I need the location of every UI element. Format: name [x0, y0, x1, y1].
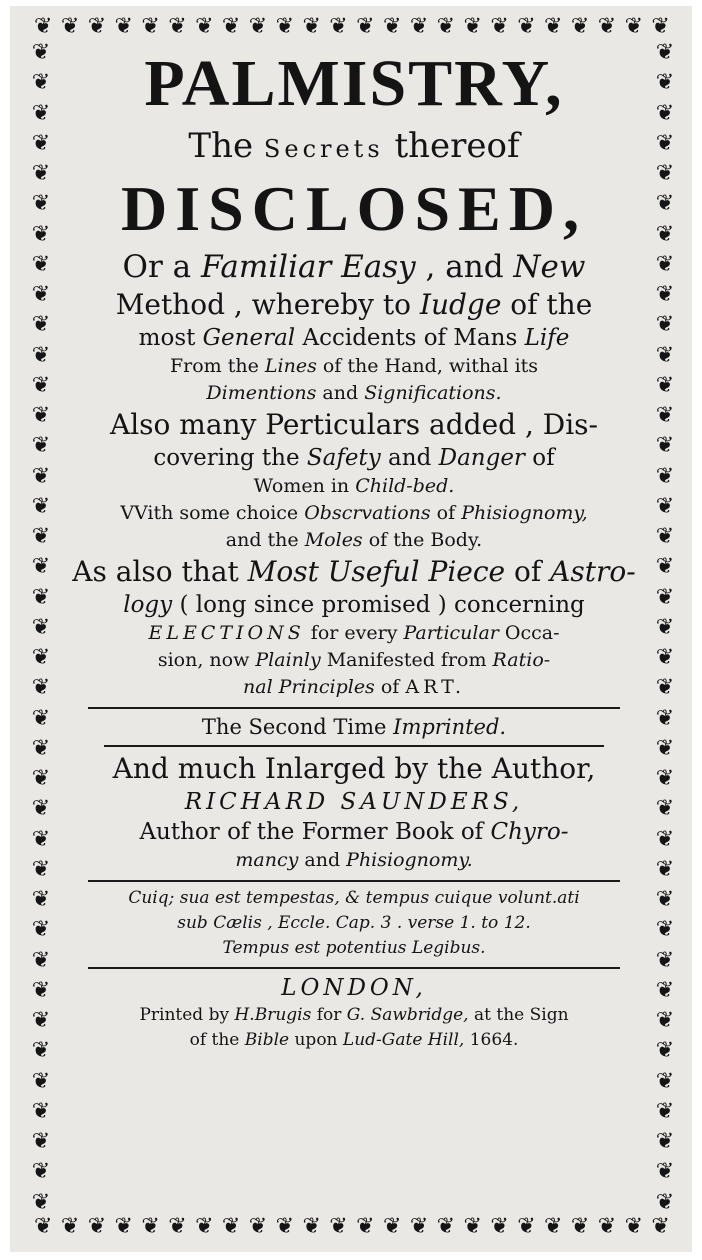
fleuron-icon: ❦	[655, 463, 675, 489]
fleuron-icon: ❦	[655, 1159, 675, 1185]
fleuron-icon: ❦	[655, 251, 675, 277]
fleuron-icon: ❦	[329, 1214, 348, 1239]
fleuron-icon: ❦	[655, 554, 675, 580]
enlarged-statement: And much Inlarged by the Author,	[112, 752, 596, 785]
fleuron-icon: ❦	[31, 191, 51, 217]
fleuron-icon: ❦	[655, 826, 675, 852]
fleuron-icon: ❦	[141, 14, 160, 39]
author-credit-line: mancy and Phisiognomy.	[235, 849, 473, 871]
fleuron-icon: ❦	[31, 1129, 51, 1154]
fleuron-icon: ❦	[31, 614, 51, 640]
fleuron-icon: ❦	[31, 887, 51, 912]
rule-divider	[104, 745, 604, 747]
description-line: sion, now Plainly Manifested from Ratio-	[157, 649, 551, 671]
rule-divider	[88, 880, 620, 882]
fleuron-icon: ❦	[436, 1214, 456, 1239]
fleuron-icon: ❦	[329, 14, 348, 39]
fleuron-icon: ❦	[248, 14, 268, 39]
author-credit-line: Author of the Former Book of Chyro-	[139, 819, 569, 845]
fleuron-icon: ❦	[31, 161, 51, 186]
rule-divider	[88, 967, 620, 969]
description-line: and the Moles of the Body.	[225, 529, 483, 551]
fleuron-icon: ❦	[31, 130, 51, 156]
fleuron-icon: ❦	[31, 977, 51, 1003]
fleuron-icon: ❦	[31, 1038, 51, 1064]
fleuron-icon: ❦	[655, 40, 675, 65]
imprint-city: LONDON,	[281, 975, 427, 1001]
fleuron-icon: ❦	[655, 856, 675, 882]
fleuron-icon: ❦	[655, 433, 675, 459]
description-line: From the Lines of the Hand, withal its	[169, 355, 539, 377]
fleuron-icon: ❦	[655, 1008, 675, 1033]
title-page	[10, 6, 692, 1252]
description-line: Women in Child-bed.	[253, 475, 455, 497]
fleuron-icon: ❦	[655, 614, 675, 640]
fleuron-icon: ❦	[597, 14, 617, 39]
description-line: Or a Familiar Easy , and New	[122, 249, 586, 285]
fleuron-icon: ❦	[655, 766, 675, 791]
fleuron-icon: ❦	[195, 1214, 214, 1239]
fleuron-icon: ❦	[195, 14, 214, 39]
fleuron-icon: ❦	[31, 1068, 51, 1094]
fleuron-icon: ❦	[60, 14, 80, 39]
description-line: Method , whereby to Iudge of the	[115, 288, 593, 321]
book-subtitle: The Secrets thereof	[188, 126, 520, 166]
fleuron-icon: ❦	[302, 14, 321, 39]
fleuron-icon: ❦	[655, 161, 675, 186]
fleuron-icon: ❦	[409, 1214, 429, 1239]
fleuron-icon: ❦	[31, 584, 51, 610]
fleuron-icon: ❦	[221, 1214, 241, 1239]
imprint-line: Printed by H.Brugis for G. Sawbridge, at the Sign	[139, 1005, 569, 1025]
fleuron-icon: ❦	[141, 1214, 160, 1239]
fleuron-icon: ❦	[87, 1214, 107, 1239]
fleuron-icon: ❦	[31, 675, 51, 701]
fleuron-icon: ❦	[356, 14, 375, 39]
fleuron-icon: ❦	[655, 524, 675, 549]
fleuron-icon: ❦	[31, 735, 51, 761]
fleuron-icon: ❦	[597, 1214, 617, 1239]
fleuron-icon: ❦	[114, 1214, 133, 1239]
fleuron-icon: ❦	[655, 372, 675, 398]
fleuron-icon: ❦	[655, 312, 675, 338]
fleuron-icon: ❦	[31, 917, 51, 943]
fleuron-icon: ❦	[655, 887, 675, 912]
fleuron-icon: ❦	[655, 1129, 675, 1154]
book-title: PALMISTRY,	[144, 47, 564, 120]
fleuron-icon: ❦	[382, 14, 402, 39]
fleuron-icon: ❦	[87, 14, 107, 39]
fleuron-icon: ❦	[31, 1008, 51, 1033]
ornamental-border-left	[28, 40, 54, 1216]
fleuron-icon: ❦	[517, 1214, 536, 1239]
fleuron-icon: ❦	[655, 584, 675, 610]
fleuron-icon: ❦	[409, 14, 429, 39]
disclosed-heading: DISCLOSED,	[121, 173, 587, 244]
edition-statement: The Second Time Imprinted.	[201, 715, 507, 739]
fleuron-icon: ❦	[382, 1214, 402, 1239]
fleuron-icon: ❦	[436, 14, 456, 39]
fleuron-icon: ❦	[31, 766, 51, 791]
fleuron-icon: ❦	[463, 1214, 482, 1239]
fleuron-icon: ❦	[655, 100, 675, 126]
fleuron-icon: ❦	[463, 14, 482, 39]
fleuron-icon: ❦	[655, 645, 675, 670]
fleuron-icon: ❦	[31, 282, 51, 307]
latin-epigraph-line: sub Cælis , Eccle. Cap. 3 . verse 1. to 12.	[177, 913, 531, 933]
fleuron-icon: ❦	[31, 493, 51, 519]
fleuron-icon: ❦	[31, 221, 51, 247]
fleuron-icon: ❦	[655, 917, 675, 943]
fleuron-icon: ❦	[655, 675, 675, 701]
fleuron-icon: ❦	[31, 856, 51, 882]
fleuron-icon: ❦	[221, 14, 241, 39]
fleuron-icon: ❦	[31, 251, 51, 277]
fleuron-icon: ❦	[31, 947, 51, 973]
latin-epigraph-line: Tempus est potentius Legibus.	[222, 938, 486, 958]
fleuron-icon: ❦	[655, 493, 675, 519]
imprint-line: of the Bible upon Lud-Gate Hill, 1664.	[189, 1030, 519, 1050]
fleuron-icon: ❦	[31, 796, 51, 822]
fleuron-icon: ❦	[655, 735, 675, 761]
description-line: Also many Perticulars added , Dis-	[109, 408, 599, 441]
fleuron-icon: ❦	[655, 1189, 675, 1215]
fleuron-icon: ❦	[31, 826, 51, 852]
fleuron-icon: ❦	[651, 1214, 670, 1239]
fleuron-icon: ❦	[275, 1214, 295, 1239]
fleuron-icon: ❦	[31, 554, 51, 580]
description-line: covering the Safety and Danger of	[153, 445, 555, 471]
author-name: RICHARD SAUNDERS,	[184, 789, 524, 815]
description-line: most General Accidents of Mans Life	[138, 325, 570, 351]
ornamental-border-top	[34, 14, 670, 42]
description-line: nal Principles of ART.	[243, 676, 465, 698]
description-line: ELECTIONS for every Particular Occa-	[148, 622, 560, 644]
fleuron-icon: ❦	[31, 1159, 51, 1185]
fleuron-icon: ❦	[31, 524, 51, 549]
fleuron-icon: ❦	[517, 14, 536, 39]
fleuron-icon: ❦	[34, 14, 53, 39]
fleuron-icon: ❦	[31, 372, 51, 398]
fleuron-icon: ❦	[31, 40, 51, 65]
fleuron-icon: ❦	[544, 14, 563, 39]
fleuron-icon: ❦	[655, 705, 675, 731]
fleuron-icon: ❦	[31, 342, 51, 368]
fleuron-icon: ❦	[655, 1098, 675, 1124]
fleuron-icon: ❦	[60, 1214, 80, 1239]
description-line: VVith some choice Obscrvations of Phisiognomy,	[120, 502, 588, 524]
description-line: logy ( long since promised ) concerning	[123, 592, 585, 618]
fleuron-icon: ❦	[168, 14, 187, 39]
fleuron-icon: ❦	[31, 433, 51, 459]
description-line: As also that Most Useful Piece of Astro-	[72, 555, 636, 588]
fleuron-icon: ❦	[655, 130, 675, 156]
fleuron-icon: ❦	[31, 312, 51, 338]
fleuron-icon: ❦	[356, 1214, 375, 1239]
ornamental-border-bottom	[34, 1214, 670, 1242]
fleuron-icon: ❦	[655, 947, 675, 973]
fleuron-icon: ❦	[490, 1214, 509, 1239]
fleuron-icon: ❦	[570, 14, 590, 39]
fleuron-icon: ❦	[490, 14, 509, 39]
fleuron-icon: ❦	[655, 221, 675, 247]
fleuron-icon: ❦	[651, 14, 670, 39]
fleuron-icon: ❦	[544, 1214, 563, 1239]
fleuron-icon: ❦	[31, 1189, 51, 1215]
fleuron-icon: ❦	[624, 1214, 643, 1239]
fleuron-icon: ❦	[31, 645, 51, 670]
description-line: Dimentions and Significations.	[206, 382, 502, 404]
ornamental-border-right	[652, 40, 678, 1216]
latin-epigraph-line: Cuiq; sua est tempestas, & tempus cuique volunt.ati	[128, 888, 580, 908]
fleuron-icon: ❦	[34, 1214, 53, 1239]
fleuron-icon: ❦	[655, 796, 675, 822]
rule-divider	[88, 707, 620, 709]
fleuron-icon: ❦	[31, 705, 51, 731]
fleuron-icon: ❦	[114, 14, 133, 39]
fleuron-icon: ❦	[31, 1098, 51, 1124]
fleuron-icon: ❦	[31, 100, 51, 126]
fleuron-icon: ❦	[655, 1038, 675, 1064]
fleuron-icon: ❦	[655, 342, 675, 368]
fleuron-icon: ❦	[655, 977, 675, 1003]
fleuron-icon: ❦	[655, 282, 675, 307]
fleuron-icon: ❦	[31, 463, 51, 489]
fleuron-icon: ❦	[248, 1214, 268, 1239]
fleuron-icon: ❦	[302, 1214, 321, 1239]
fleuron-icon: ❦	[655, 191, 675, 217]
fleuron-icon: ❦	[655, 1068, 675, 1094]
fleuron-icon: ❦	[570, 1214, 590, 1239]
fleuron-icon: ❦	[31, 403, 51, 428]
fleuron-icon: ❦	[655, 403, 675, 428]
fleuron-icon: ❦	[624, 14, 643, 39]
title-page-text	[64, 44, 644, 1053]
fleuron-icon: ❦	[655, 70, 675, 96]
fleuron-icon: ❦	[168, 1214, 187, 1239]
fleuron-icon: ❦	[275, 14, 295, 39]
fleuron-icon: ❦	[31, 70, 51, 96]
